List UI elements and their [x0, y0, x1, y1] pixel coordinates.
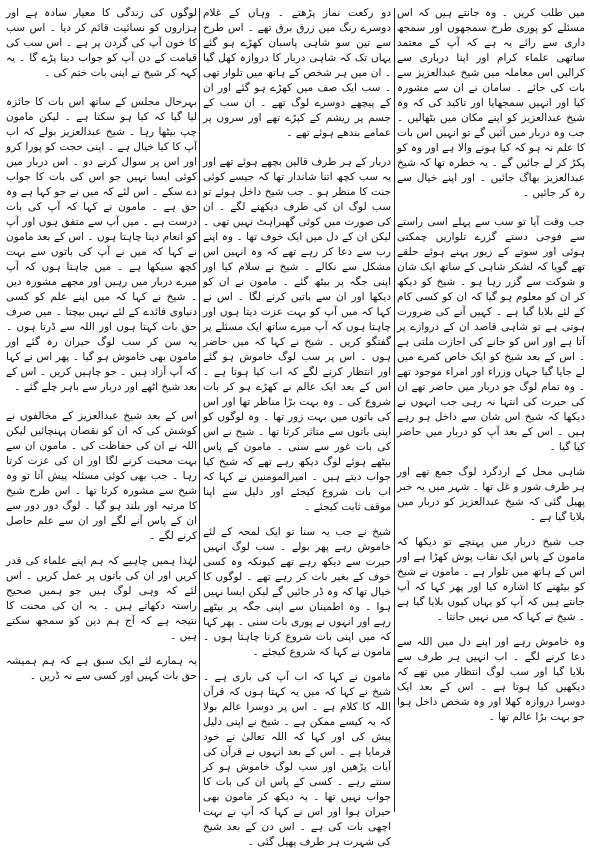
column-right: [397, 6, 585, 814]
paragraph: میں طلب کریں ۔ وہ جانتے ہیں کہ اس مسئلے کو پوری طرح سمجھوں اور سمجھ داری سے رائے یہ ہے کہ آپ کے معتمد ساتھی علماء کرام اور اپنا درباری سے کرالیں اس معاملہ میں شیخ عبدالعزیز سے بات کی جائے ۔ سامان نے ان سے مشورہ کیا اور انہیں سمجھایا اور تاکید کی کہ وہ شیخ عبدالعزیز کو اپنے مکان میں بٹھالیں ۔ جب وہ دربار میں آئیں گے تو انہیں اس بات کا علم نہ ہو کہ کیا ہونے والا ہے اور وہ کو پکڑ کر لے جائیں گے ۔ یہ خطرہ تھا کہ شیخ عبدالعزیز بھاگ جائیں ۔ اور اپنے خیال سے رہ کر جائیں ۔: [397, 7, 585, 199]
paragraph: جب وقت آیا تو سب سے پہلے اسی راستے سے فوجی دستے گزرے تلواریں چمکتی ہوئی اور سونے کے زیور پہنے ہوئے حلقے تھے گویا کہ لشکر شاہی کے ساتھ ایک شان و شوکت سے گزر رہا ہو ۔ شیخ کو دیکھ کر ان کو معلوم ہو گیا کہ ان کو کسی کام کے لئے بلایا گیا ہے ۔ کہیں آنے کی ضرورت ہوتی ہے تو شاہی قاصد ان کے دروازے پر آتا ہے اور اس کو جانے کی اجازت ملتی ہے ۔ اس کے بعد شیخ کو ایک خاص کمرے میں لے جایا گیا جہاں وزراء اور امراء موجود تھے ۔ وہ تمام لوگ جو دربار میں حاضر تھے ان کی حیرت کی انتہا نہ رہی جب انہوں نے دیکھا کہ شیخ اس شان سے داخل ہو رہے ہیں ۔ اس کے بعد آپ کو دربار میں حاضر کیا گیا ۔: [397, 216, 585, 453]
paragraph: شیخ نے جب یہ سنا تو ایک لمحہ کے لئے خاموش رہے پھر بولے ۔ سب لوگ انہیں حیرت سے دیکھ رہے تھے کیونکہ وہ کسی خوف کے بغیر بات کر رہے تھے ۔ لوگوں کا خیال تھا کہ وہ ڈر جائیں گے لیکن ایسا نہیں ہوا ۔ وہ اطمینان سے اپنی جگہ پر بیٹھے رہے اور انہوں نے پوری بات سنی ۔ پھر کہا کہ میں اپنی بات شروع کرنا چاہتا ہوں ۔ مامون نے کہا کہ شروع کیجئے ۔: [203, 526, 391, 658]
paragraph: اس کے بعد شیخ عبدالعزیز کے مخالفوں نے کوشش کی کہ ان کو نقصان پہنچائیں لیکن اللہ نے ان کی حفاظت کی ۔ مامون ان سے بہت محبت کرنے لگا اور ان کی عزت کرتا رہا ۔ جب بھی کوئی مسئلہ پیش آتا تو وہ شیخ سے مشورہ کرتا تھا ۔ اس طرح شیخ کا مرتبہ اور بلند ہو گیا ۔ لوگ دور دور سے ان کے پاس آنے لگے اور ان سے علم حاصل کرنے لگے ۔: [6, 410, 197, 542]
paragraph: لوگوں کی زندگی کا معیار سادہ ہے اور ہزاروں کو نسائیت قائم کر دیا ۔ اس سب کا خون آپ کی گردن پر ہے ۔ اس سب کی قیامت کے دن آپ کو جواب دینا پڑے گا ۔ یہ کہہ کر شیخ نے اپنی بات ختم کی ۔: [6, 7, 197, 79]
paragraph: لہٰذا ہمیں چاہیے کہ ہم اپنے علماء کی قدر کریں اور ان کی باتوں پر عمل کریں ۔ اس لئے کہ وہی لوگ ہیں جو ہمیں صحیح راستہ دکھاتے ہیں ۔ یہ ان کی محنت کا نتیجہ ہے کہ آج ہم دین کو سمجھ سکتے ہیں ۔: [6, 555, 197, 642]
column-divider: [199, 8, 200, 812]
paragraph: بہرحال مجلس کے ساتھ اس بات کا جائزہ لیا گیا کہ کیا ہو سکتا ہے ۔ لیکن مامون چپ بیٹھا رہا ۔ شیخ عبدالعزیز بولے کہ اب آپ کا کیا خیال ہے ۔ اپنی حجت کو پورا کرو اور اس پر سوال کرنے دو ۔ اس دربار میں کوئی ایسا نہیں جو اس کی بات کا جواب دے سکے ۔ اس لئے کہ میں نے جو کہا ہے وہ حق ہے ۔ مامون نے کہا کہ آپ کی بات درست ہے ۔ میں آپ سے متفق ہوں اور آپ کو انعام دینا چاہتا ہوں ۔ اس کے بعد مامون نے کہا کہ میں نے آپ کی باتوں سے بہت کچھ سیکھا ہے ۔ میں چاہتا ہوں کہ آپ میرے دربار میں رہیں اور مجھے مشورہ دیں ۔ شیخ نے کہا کہ میں اپنے علم کو کسی دنیاوی فائدے کے لئے نہیں بیچتا ۔ میں صرف حق بات کہتا ہوں اور اللہ سے ڈرتا ہوں ۔ یہ سن کر سب لوگ حیران رہ گئے اور مامون بھی خاموش ہو گیا ۔ پھر اس نے کہا کہ آپ آزاد ہیں ۔ جو چاہیں کریں ۔ اس کے بعد شیخ اٹھے اور دربار سے باہر چلے گئے ۔: [6, 96, 197, 393]
paragraph: یہ ہمارے لئے ایک سبق ہے کہ ہم ہمیشہ حق بات کہیں اور کسی سے نہ ڈریں ۔: [6, 655, 197, 682]
paragraph: دربار کے ہر طرف قالین بچھے ہوئے تھے اور یہ سب کچھ اتنا شاندار تھا کہ جیسے کوئی جنت کا منظر ہو ۔ جب شیخ داخل ہوئے تو سب لوگ ان کی طرف دیکھنے لگے ۔ ان کی صورت میں کوئی گھبراہٹ نہیں تھی ۔ لیکن ان کے دل میں ایک خوف تھا ۔ وہ اپنے رب سے دعا کر رہے تھے کہ وہ انہیں اس مشکل سے نکالے ۔ شیخ نے سلام کیا اور اپنی جگہ پر بیٹھ گئے ۔ مامون نے ان کو دیکھا اور ان سے باتیں کرنے لگا ۔ اس نے کہا کہ میں آپ کو بہت عزت دیتا ہوں اور چاہتا ہوں کہ آپ میرے ساتھ ایک مسئلے پر گفتگو کریں ۔ شیخ نے کہا کہ میں حاضر ہوں ۔ اس پر سب لوگ خاموش ہو گئے اور انتظار کرنے لگے کہ اب کیا ہوتا ہے ۔ اس کے بعد ایک عالم نے کھڑے ہو کر بات شروع کی ۔ وہ بہت بڑا مناظر تھا اور اس کی باتوں میں بہت زور تھا ۔ وہ لوگوں کو اپنی باتوں سے متاثر کرتا تھا ۔ شیخ نے اس کی بات غور سے سنی ۔ مامون کے پاس بیٹھے ہوئے لوگ دیکھ رہے تھے کہ شیخ کیا جواب دیتے ہیں ۔ امیرالمومنین نے کہا کہ اب بات شروع کیجئے اور دلیل سے اپنا موقف ثابت کیجئے ۔: [203, 156, 391, 513]
paragraph: شاہی محل کے اردگرد لوگ جمع تھے اور ہر طرف شور و غل تھا ۔ شہر میں یہ خبر پھیل گئی کہ شیخ عبدالعزیز کو دربار میں بلایا گیا ہے ۔: [397, 466, 585, 523]
paragraph: وہ خاموش رہے اور اپنے دل میں اللہ سے دعا کرنے لگے ۔ اب انہیں ہر طرف سے بلایا گیا اور سب لوگ انتظار میں تھے کہ دیکھیں کیا ہوتا ہے ۔ اس کے بعد ایک دوسرا دروازہ کھلا اور وہ شخص داخل ہوا جو بہت بڑا عالم تھا ۔: [397, 636, 585, 723]
column-divider: [394, 8, 395, 812]
paragraph: مامون نے کہا کہ اب آپ کی باری ہے ۔ شیخ نے کہا کہ میں یہ کہتا ہوں کہ قرآن اللہ کا کلام ہے ۔ اس پر دوسرا عالم بولا کہ یہ کیسے ممکن ہے ۔ شیخ نے اپنی دلیل پیش کی اور کہا کہ اللہ تعالیٰ نے خود فرمایا ہے ۔ اس کے بعد انہوں نے قرآن کی آیات پڑھیں اور سب لوگ خاموش ہو کر سنتے رہے ۔ کسی کے پاس ان کی بات کا جواب نہیں تھا ۔ یہ دیکھ کر مامون بھی حیران ہوا اور اس نے کہا کہ آپ نے بہت اچھی بات کی ہے ۔ اس دن کے بعد شیخ کی شہرت ہر طرف پھیل گئی ۔: [203, 671, 391, 848]
paragraph: دو رکعت نماز پڑھتے ۔ وہاں کے غلام دوسرے رنگ میں زرق برق تھے ۔ اس طرح سے تین سو شاہی پاسبان کھڑے ہو گئے یہاں تک کہ شاہی دربار کا دروازہ کھل گیا ۔ ان میں ہر شخص کے ہاتھ میں تلوار تھی ۔ سب ایک صف میں کھڑے ہو گئے اور ان کے پیچھے دوسرے لوگ تھے ۔ ان سب کے جسم پر ریشم کے کپڑے تھے اور سروں پر عمامے بندھے ہوئے تھے ۔: [203, 7, 391, 139]
column-middle: [203, 6, 391, 848]
paragraph: جب شیخ دربار میں پہنچے تو دیکھا کہ مامون کے پاس ایک نقاب پوش کھڑا ہے اور اس کے ہاتھ میں تلوار ہے ۔ مامون نے شیخ کو بیٹھنے کا اشارہ کیا اور پھر کہا کہ آپ جانتے ہیں کہ آپ کو یہاں کیوں بلایا گیا ہے ۔ شیخ نے کہا کہ میں نہیں جانتا ۔: [397, 536, 585, 623]
column-left: [6, 6, 197, 814]
